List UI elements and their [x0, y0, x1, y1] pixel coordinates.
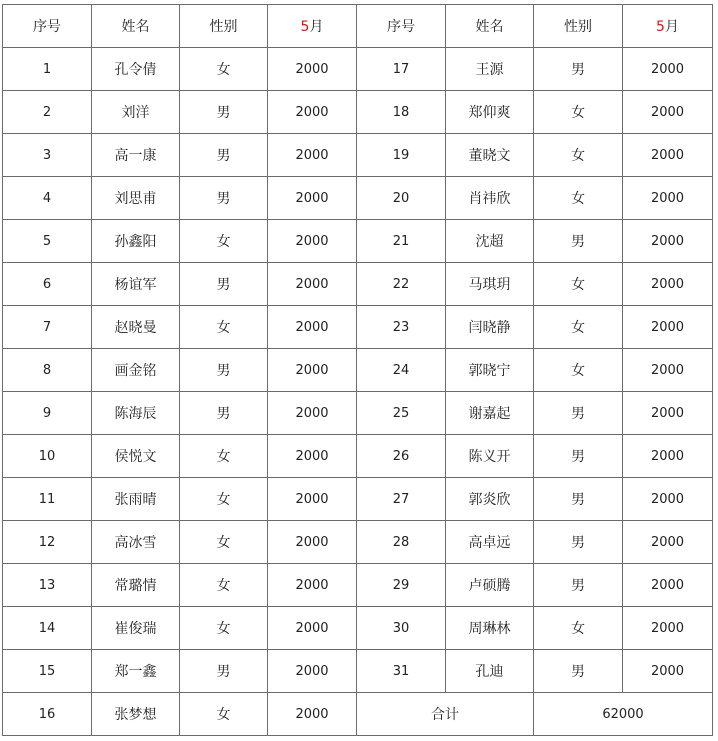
row-no-right: 18: [357, 91, 446, 134]
table-row: [3, 306, 713, 349]
row-gender: 女: [180, 521, 268, 564]
row-name: 陈海辰: [92, 392, 180, 435]
table-row: [3, 478, 713, 521]
row-name: 赵晓曼: [92, 306, 180, 349]
row-name-right: 马琪玥: [446, 263, 534, 306]
header-month: [268, 5, 357, 48]
row-gender-right: 男: [534, 478, 623, 521]
header-gender-right: 性别: [534, 5, 623, 48]
row-gender-right: 女: [534, 177, 623, 220]
table-row: [3, 220, 713, 263]
row-amount: 2000: [268, 220, 357, 263]
row-gender-right: 女: [534, 349, 623, 392]
row-name-right: 郭炎欣: [446, 478, 534, 521]
row-gender: 男: [180, 263, 268, 306]
row-amount: 2000: [268, 521, 357, 564]
header-gender: 性别: [180, 5, 268, 48]
row-no: 12: [3, 521, 92, 564]
row-name-right: 闫晓静: [446, 306, 534, 349]
row-gender-right: 男: [534, 48, 623, 91]
table-row: [3, 134, 713, 177]
row-gender-right: 男: [534, 435, 623, 478]
row-name: 常璐情: [92, 564, 180, 607]
table-row: [3, 263, 713, 306]
row-gender-right: 女: [534, 607, 623, 650]
table-row: [3, 564, 713, 607]
row-no: 11: [3, 478, 92, 521]
row-gender: 女: [180, 220, 268, 263]
row-no: 9: [3, 392, 92, 435]
row-no: 5: [3, 220, 92, 263]
row-amount-right: 2000: [623, 650, 713, 693]
total-label: 合计: [357, 693, 534, 736]
row-no: 6: [3, 263, 92, 306]
row-amount-right: 2000: [623, 521, 713, 564]
table-row: [3, 607, 713, 650]
row-gender-right: 男: [534, 521, 623, 564]
row-no: 3: [3, 134, 92, 177]
header-month-right: [623, 5, 713, 48]
row-amount: 2000: [268, 392, 357, 435]
row-no-right: 22: [357, 263, 446, 306]
row-name-right: 董晓文: [446, 134, 534, 177]
row-no: 1: [3, 48, 92, 91]
row-amount-right: 2000: [623, 349, 713, 392]
row-amount: 2000: [268, 177, 357, 220]
row-name: 刘思甫: [92, 177, 180, 220]
row-amount: 2000: [268, 263, 357, 306]
row-gender-right: 男: [534, 392, 623, 435]
row-no-right: 29: [357, 564, 446, 607]
row-no: 8: [3, 349, 92, 392]
row-amount-right: 2000: [623, 48, 713, 91]
row-gender: 男: [180, 177, 268, 220]
row-no: 14: [3, 607, 92, 650]
row-amount-right: 2000: [623, 607, 713, 650]
row-name-right: 沈超: [446, 220, 534, 263]
row-name-right: 王源: [446, 48, 534, 91]
table-row-last: [3, 693, 713, 736]
row-amount-right: 2000: [623, 435, 713, 478]
row-name-right: 陈义开: [446, 435, 534, 478]
total-value: 62000: [534, 693, 713, 736]
row-name: 郑一鑫: [92, 650, 180, 693]
row-amount-right: 2000: [623, 134, 713, 177]
row-gender: 女: [180, 564, 268, 607]
row-amount: 2000: [268, 306, 357, 349]
table-row: [3, 392, 713, 435]
row-gender-right: 女: [534, 263, 623, 306]
row-name: 画金铭: [92, 349, 180, 392]
row-no-right: 19: [357, 134, 446, 177]
row-amount: 2000: [268, 607, 357, 650]
row-no-right: 23: [357, 306, 446, 349]
header-no: 序号: [3, 5, 92, 48]
row-gender-right: 女: [534, 306, 623, 349]
row-no-right: 25: [357, 392, 446, 435]
row-amount-right: 2000: [623, 478, 713, 521]
row-gender-right: 男: [534, 650, 623, 693]
table-row: [3, 177, 713, 220]
table-row: [3, 521, 713, 564]
row-gender: 女: [180, 693, 268, 736]
row-amount: 2000: [268, 478, 357, 521]
row-name: 张梦想: [92, 693, 180, 736]
row-amount: 2000: [268, 693, 357, 736]
table-row: [3, 650, 713, 693]
row-amount-right: 2000: [623, 306, 713, 349]
row-name-right: 郑仰爽: [446, 91, 534, 134]
header-month-number: 5: [300, 19, 310, 35]
row-amount-right: 2000: [623, 263, 713, 306]
table-row: [3, 48, 713, 91]
row-no: 13: [3, 564, 92, 607]
row-name: 孙鑫阳: [92, 220, 180, 263]
row-amount: 2000: [268, 435, 357, 478]
row-name-right: 谢嘉起: [446, 392, 534, 435]
row-name: 孔令倩: [92, 48, 180, 91]
row-no: 2: [3, 91, 92, 134]
row-name: 刘洋: [92, 91, 180, 134]
header-row: [3, 5, 713, 48]
row-name: 杨谊军: [92, 263, 180, 306]
row-gender: 女: [180, 607, 268, 650]
row-gender: 女: [180, 306, 268, 349]
row-no-right: 26: [357, 435, 446, 478]
row-gender: 女: [180, 478, 268, 521]
row-gender: 男: [180, 91, 268, 134]
row-no: 15: [3, 650, 92, 693]
row-no: 10: [3, 435, 92, 478]
row-no-right: 27: [357, 478, 446, 521]
row-gender: 男: [180, 134, 268, 177]
row-amount: 2000: [268, 349, 357, 392]
row-no-right: 21: [357, 220, 446, 263]
row-name: 侯悦文: [92, 435, 180, 478]
row-gender-right: 女: [534, 134, 623, 177]
row-gender-right: 女: [534, 91, 623, 134]
row-amount: 2000: [268, 134, 357, 177]
row-amount: 2000: [268, 91, 357, 134]
row-amount: 2000: [268, 48, 357, 91]
header-name: 姓名: [92, 5, 180, 48]
row-gender-right: 男: [534, 220, 623, 263]
header-month-char: 月: [309, 19, 324, 35]
row-name: 高一康: [92, 134, 180, 177]
row-gender-right: 男: [534, 564, 623, 607]
row-name-right: 周琳林: [446, 607, 534, 650]
row-name-right: 肖祎欣: [446, 177, 534, 220]
row-gender: 女: [180, 435, 268, 478]
row-no: 16: [3, 693, 92, 736]
row-no-right: 17: [357, 48, 446, 91]
row-amount: 2000: [268, 650, 357, 693]
row-amount: 2000: [268, 564, 357, 607]
header-month-char-right: 月: [664, 19, 679, 35]
row-gender: 男: [180, 650, 268, 693]
row-no-right: 28: [357, 521, 446, 564]
row-amount-right: 2000: [623, 220, 713, 263]
row-name-right: 高卓远: [446, 521, 534, 564]
row-name: 崔俊瑞: [92, 607, 180, 650]
row-name-right: 郭晓宁: [446, 349, 534, 392]
row-gender: 男: [180, 349, 268, 392]
row-no-right: 31: [357, 650, 446, 693]
row-no: 4: [3, 177, 92, 220]
row-amount-right: 2000: [623, 392, 713, 435]
row-amount-right: 2000: [623, 177, 713, 220]
row-name: 张雨晴: [92, 478, 180, 521]
payment-table: [2, 4, 713, 736]
row-no-right: 30: [357, 607, 446, 650]
table-row: [3, 435, 713, 478]
row-gender: 男: [180, 392, 268, 435]
table-row: [3, 349, 713, 392]
header-name-right: 姓名: [446, 5, 534, 48]
table-row: [3, 91, 713, 134]
header-month-number-right: 5: [656, 19, 665, 35]
row-amount-right: 2000: [623, 91, 713, 134]
row-name-right: 孔迪: [446, 650, 534, 693]
row-amount-right: 2000: [623, 564, 713, 607]
row-gender: 女: [180, 48, 268, 91]
row-name-right: 卢硕腾: [446, 564, 534, 607]
row-name: 高冰雪: [92, 521, 180, 564]
row-no-right: 24: [357, 349, 446, 392]
row-no-right: 20: [357, 177, 446, 220]
header-no-right: 序号: [357, 5, 446, 48]
row-no: 7: [3, 306, 92, 349]
